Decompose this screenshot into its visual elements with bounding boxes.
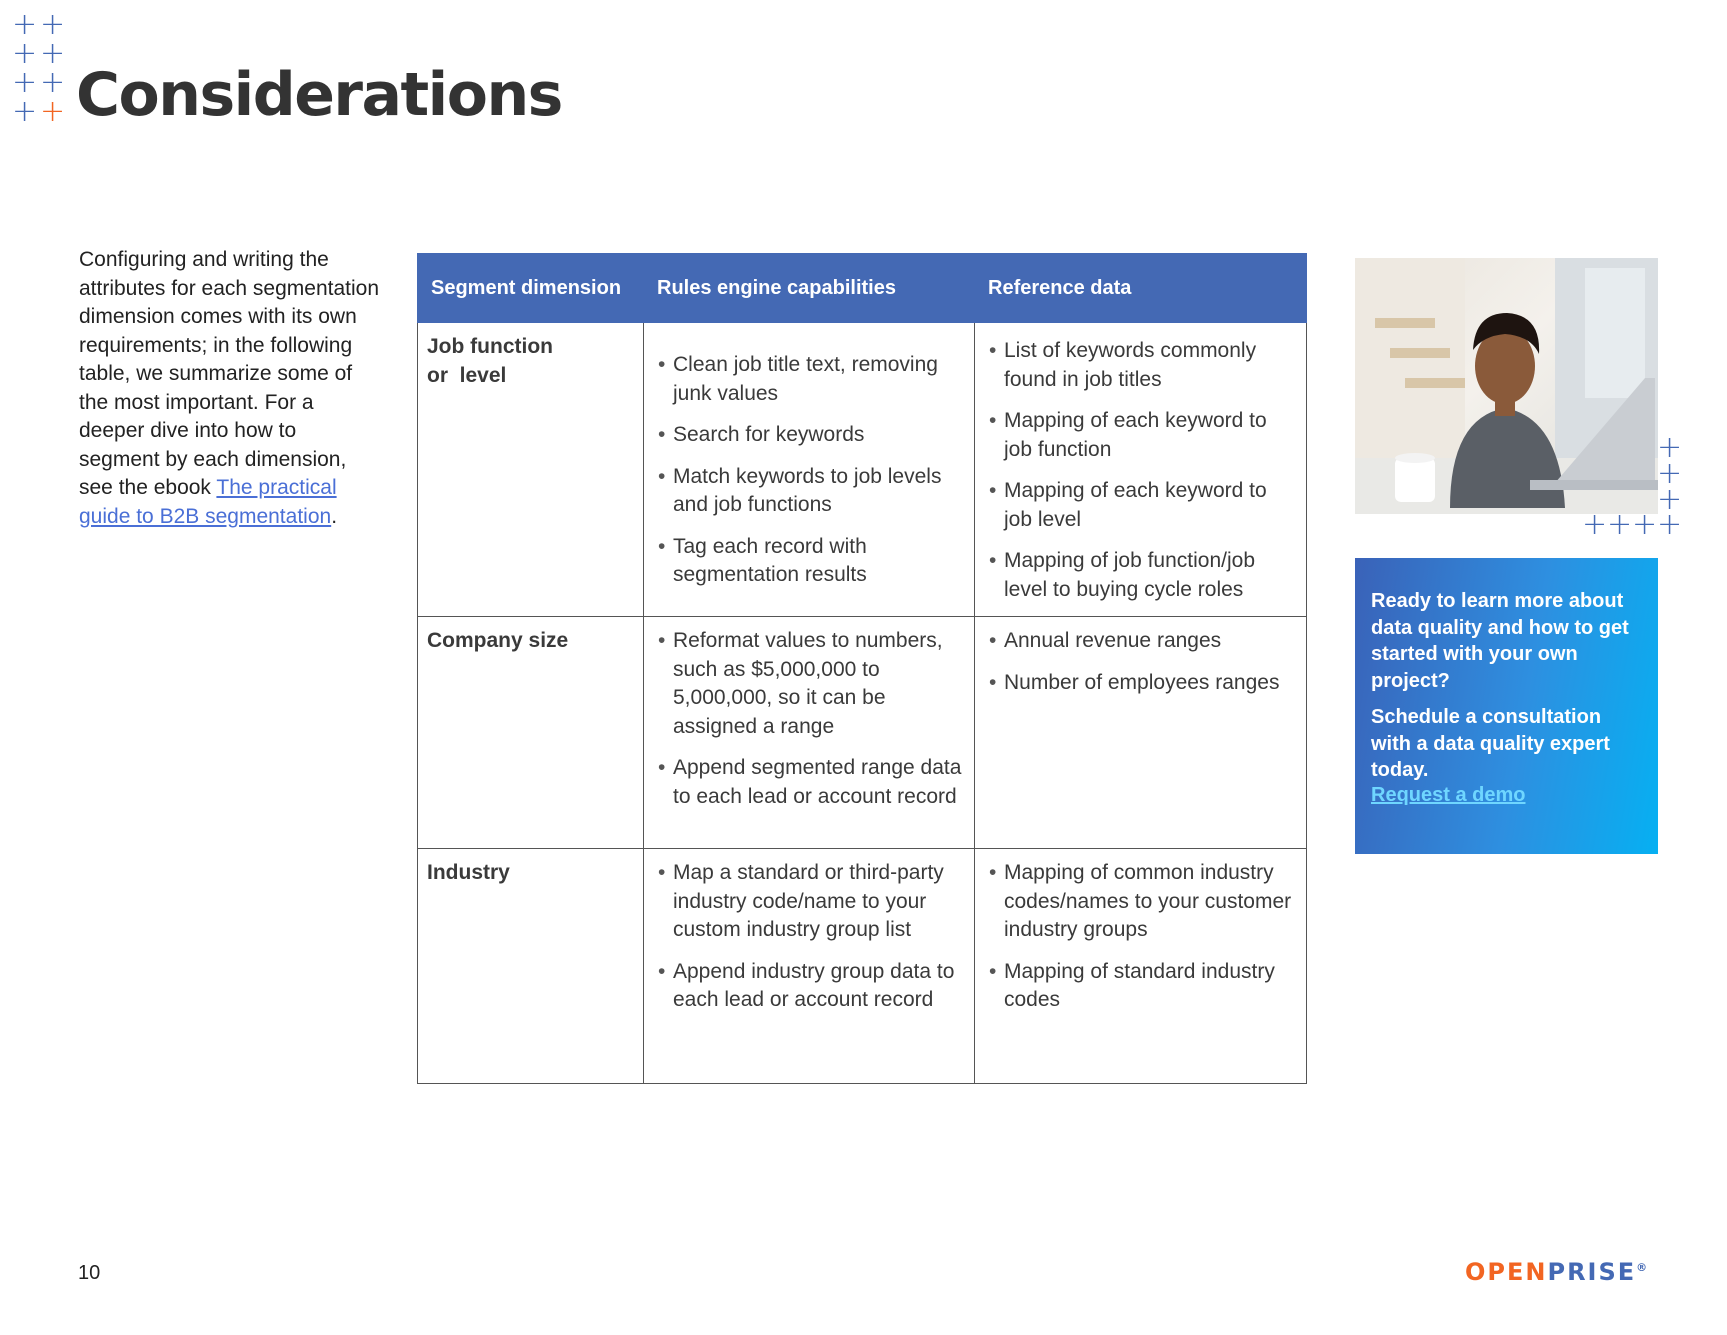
list-item: • Map a standard or third-party industry code/name to your custom industry group list <box>658 859 964 945</box>
cta-heading: Ready to learn more about data quality and how to get started with your own project? <box>1371 590 1629 692</box>
photo-woman-laptop <box>1355 258 1658 514</box>
list-item: • Mapping of standard industry codes <box>989 958 1296 1015</box>
header-rules-engine: Rules engine capabilities <box>644 254 975 323</box>
list-item: • Search for keywords <box>658 421 964 450</box>
reference-cell <box>975 849 1307 1084</box>
list-item: • Number of employees ranges <box>989 669 1296 698</box>
header-reference-data: Reference data <box>975 254 1307 323</box>
dimension-label: Job function <box>427 335 553 358</box>
dimension-label: Industry <box>427 861 510 884</box>
plus-icon: + <box>1657 507 1683 542</box>
logo-prise: PRISE <box>1547 1258 1637 1286</box>
table-row <box>418 849 1307 1084</box>
intro-period: . <box>331 504 338 528</box>
plus-icon: + <box>12 94 38 129</box>
table-row <box>418 617 1307 849</box>
plus-icon: + <box>40 7 66 42</box>
capabilities-cell <box>644 617 975 849</box>
cta-body: Schedule a consultation with a data quality expert today. <box>1371 706 1610 781</box>
plus-icon: + <box>12 7 38 42</box>
list-item: • Mapping of each keyword to job level <box>989 477 1296 534</box>
dimension-label: Company size <box>427 629 569 652</box>
page-title: Considerations <box>76 60 562 130</box>
dimension-label: or level <box>427 363 507 387</box>
cta-box <box>1355 558 1658 854</box>
capabilities-cell <box>644 849 975 1084</box>
list-item: • Match keywords to job levels and job functions <box>658 463 964 520</box>
list-item: • Mapping of each keyword to job function <box>989 407 1296 464</box>
list-item: • Annual revenue ranges <box>989 627 1296 656</box>
request-demo-link[interactable]: Request a demo <box>1371 783 1526 806</box>
dimension-cell <box>418 617 644 849</box>
list-item: • List of keywords commonly found in job titles <box>989 337 1296 394</box>
plus-icon: + <box>12 65 38 100</box>
plus-icon: + <box>12 36 38 71</box>
plus-icon: + <box>1657 482 1683 517</box>
plus-icon: + <box>1657 430 1683 465</box>
logo-registered-mark: ® <box>1636 1261 1650 1274</box>
list-item: • Append industry group data to each lead or account record <box>658 958 964 1015</box>
ebook-link[interactable]: The practical guide to B2B segmentation <box>79 476 337 528</box>
intro-paragraph <box>79 246 379 531</box>
openprise-logo <box>1465 1258 1649 1286</box>
plus-icon: + <box>1657 456 1683 491</box>
plus-icon: + <box>40 65 66 100</box>
list-item: • Tag each record with segmentation results <box>658 533 964 590</box>
plus-icon: + <box>40 36 66 71</box>
reference-cell <box>975 617 1307 849</box>
table-row <box>418 323 1307 617</box>
reference-cell <box>975 323 1307 617</box>
list-item: • Mapping of common industry codes/names to your customer industry groups <box>989 859 1296 945</box>
header-segment-dimension: Segment dimension <box>418 254 644 323</box>
photo-illustration <box>1355 258 1658 514</box>
capabilities-cell <box>644 323 975 617</box>
list-item: • Append segmented range data to each lead or account record <box>658 754 964 811</box>
list-item: • Clean job title text, removing junk values <box>658 351 964 408</box>
table-header-row <box>418 254 1307 323</box>
logo-open: OPEN <box>1465 1258 1548 1286</box>
dimension-cell <box>418 323 644 617</box>
plus-icon: + <box>1582 507 1608 542</box>
intro-text: Configuring and writing the attributes for each segmentation dimension comes with its own requirements; in the following table, we summarize some of the most important. For a deeper dive into how to segment by each dimension, see the ebook <box>79 248 380 499</box>
plus-icon: + <box>1607 507 1633 542</box>
list-item: • Mapping of job function/job level to buying cycle roles <box>989 547 1296 604</box>
plus-icon: + <box>1632 507 1658 542</box>
page-number: 10 <box>78 1262 101 1284</box>
dimension-cell <box>418 849 644 1084</box>
list-item: • Reformat values to numbers, such as $5,000,000 to 5,000,000, so it can be assigned a range <box>658 627 964 741</box>
plus-icon-orange: + <box>40 94 66 129</box>
segmentation-table <box>417 253 1307 1084</box>
